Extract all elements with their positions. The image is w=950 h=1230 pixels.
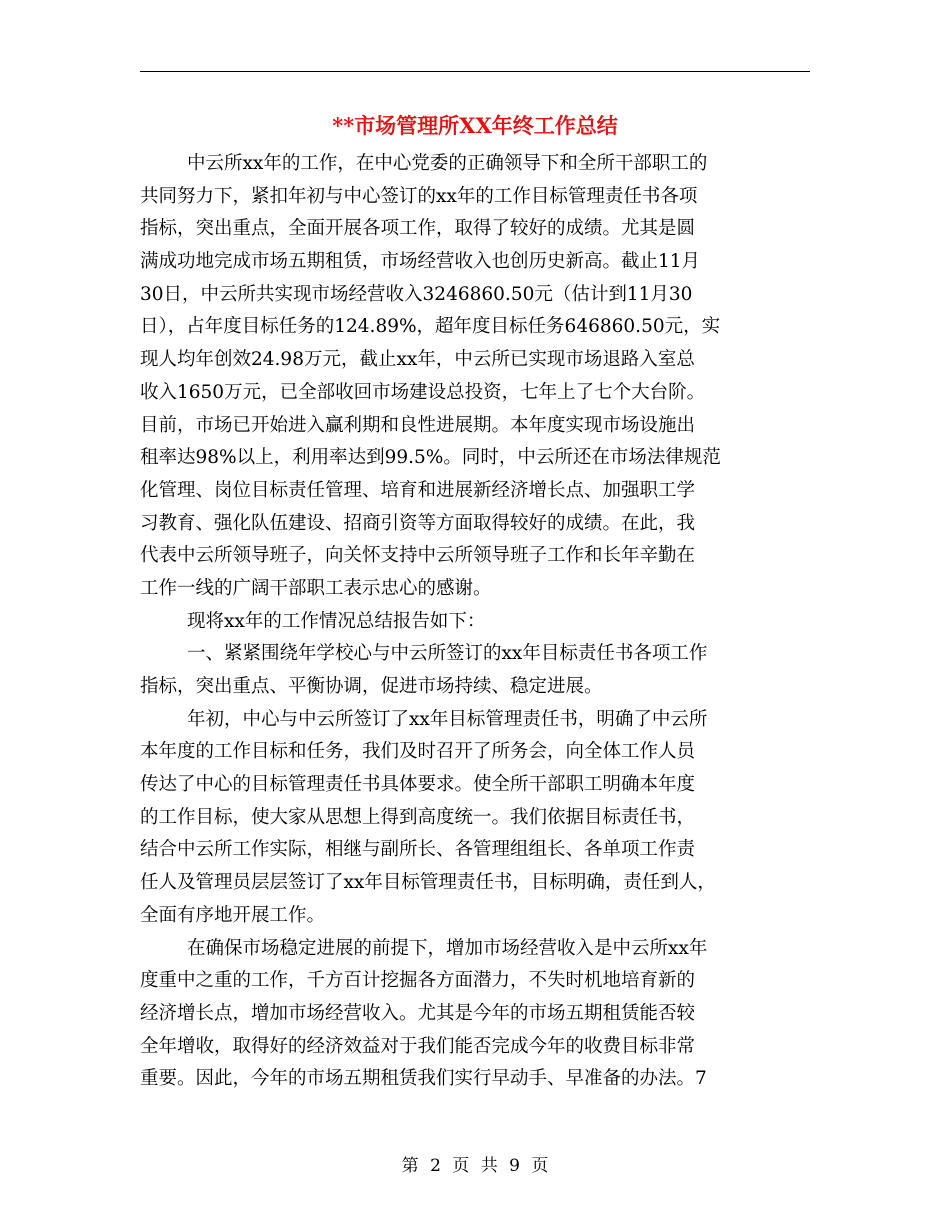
paragraph-line: 现人均年创效24.98万元，截止xx年，中云所已实现市场退路入室总 bbox=[140, 349, 695, 371]
paragraph-line: 指标，突出重点，全面开展各项工作，取得了较好的成绩。尤其是圆 bbox=[140, 218, 696, 240]
paragraph-line: 30日，中云所共实现市场经营收入3246860.50元（估计到11月30 bbox=[140, 283, 693, 305]
paragraph-line: 的工作目标，使大家从思想上得到高度统一。我们依据目标责任书， bbox=[140, 806, 696, 828]
paragraph-line: 在确保市场稳定进展的前提下，增加市场经营收入是中云所xx年 bbox=[187, 937, 708, 959]
paragraph-line: 收入1650万元，已全部收回市场建设总投资，七年上了七个大台阶。 bbox=[140, 381, 706, 403]
paragraph-line: 习教育、强化队伍建设、招商引资等方面取得较好的成绩。在此，我 bbox=[140, 512, 696, 534]
header-rule bbox=[140, 71, 810, 72]
title-main: 市场管理所XX年终工作总结 bbox=[354, 113, 618, 138]
paragraph-line: 度重中之重的工作，千方百计挖掘各方面潜力，不失时机地培育新的 bbox=[140, 970, 696, 992]
paragraph bbox=[140, 704, 810, 933]
page-footer: 第 2 页 共 9 页 bbox=[401, 1156, 549, 1176]
paragraph-line: 代表中云所领导班子，向关怀支持中云所领导班子工作和长年辛勤在 bbox=[140, 545, 696, 567]
title-prefix: ** bbox=[332, 113, 355, 138]
paragraph bbox=[140, 148, 810, 606]
document-title bbox=[140, 110, 810, 142]
paragraph bbox=[140, 606, 810, 639]
paragraph-line: 共同努力下，紧扣年初与中心签订的xx年的工作目标管理责任书各项 bbox=[140, 185, 698, 207]
paragraph bbox=[140, 638, 810, 703]
paragraph-line: 化管理、岗位目标责任管理、培育和进展新经济增长点、加强职工学 bbox=[140, 479, 696, 501]
paragraph-line: 目前，市场已开始进入赢利期和良性进展期。本年度实现市场设施出 bbox=[140, 414, 696, 436]
paragraph-line: 指标，突出重点、平衡协调，促进市场持续、稳定进展。 bbox=[140, 676, 603, 697]
paragraph-line: 传达了中心的目标管理责任书具体要求。使全所干部职工明确本年度 bbox=[140, 774, 696, 796]
paragraph-line: 任人及管理员层层签订了xx年目标管理责任书，目标明确，责任到人， bbox=[140, 872, 716, 894]
document-body bbox=[140, 148, 810, 1096]
paragraph-line: 工作一线的广阔干部职工表示忠心的感谢。 bbox=[140, 577, 492, 599]
paragraph-line: 一、紧紧围绕年学校心与中云所签订的xx年目标责任书各项工作 bbox=[187, 643, 708, 665]
paragraph-line: 现将xx年的工作情况总结报告如下： bbox=[187, 610, 486, 632]
paragraph-line: 年初，中心与中云所签订了xx年目标管理责任书，明确了中云所 bbox=[187, 708, 708, 730]
paragraph-line: 结合中云所工作实际，相继与副所长、各管理组组长、各单项工作责 bbox=[140, 839, 696, 861]
paragraph-line: 经济增长点，增加市场经营收入。尤其是今年的市场五期租赁能否较 bbox=[140, 1002, 696, 1024]
paragraph-line: 全年增收，取得好的经济效益对于我们能否完成今年的收费目标非常 bbox=[140, 1035, 696, 1057]
paragraph bbox=[140, 933, 810, 1096]
paragraph-line: 本年度的工作目标和任务，我们及时召开了所务会，向全体工作人员 bbox=[140, 741, 696, 763]
paragraph-line: 重要。因此，今年的市场五期租赁我们实行早动手、早准备的办法。7 bbox=[140, 1068, 707, 1090]
paragraph-line: 满成功地完成市场五期租赁，市场经营收入也创历史新高。截止11月 bbox=[140, 251, 701, 273]
paragraph-line: 中云所xx年的工作，在中心党委的正确领导下和全所干部职工的 bbox=[187, 153, 708, 174]
paragraph-line: 全面有序地开展工作。 bbox=[140, 904, 326, 926]
paragraph-line: 日），占年度目标任务的124.89%，超年度目标任务646860.50元，实 bbox=[140, 316, 721, 338]
paragraph-line: 租率达98%以上，利用率达到99.5%。同时，中云所还在市场法律规范 bbox=[140, 447, 721, 469]
